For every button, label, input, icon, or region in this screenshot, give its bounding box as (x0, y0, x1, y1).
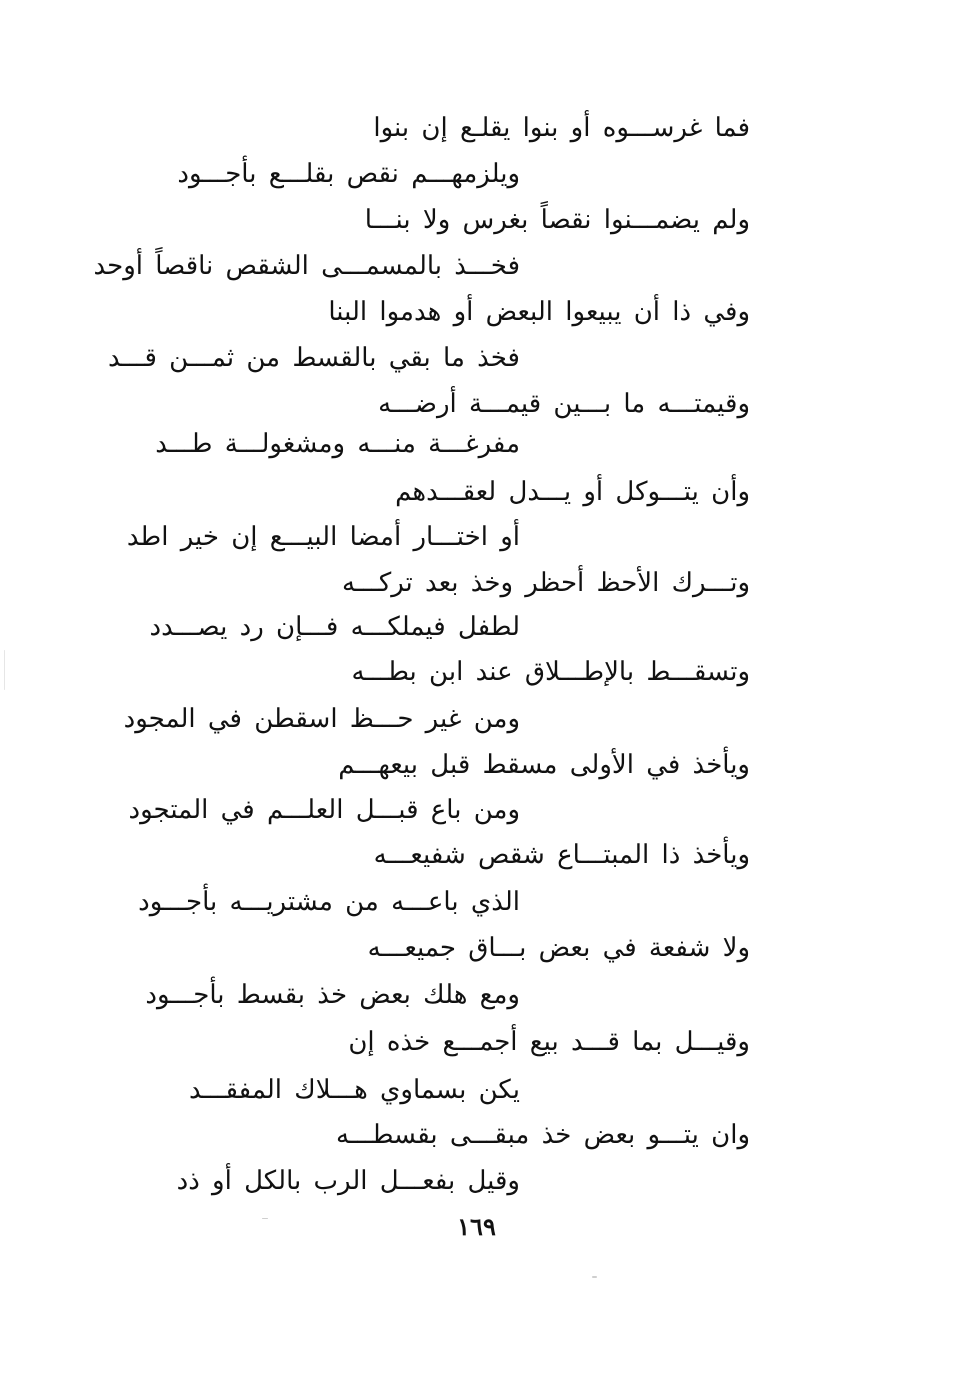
verse-line-15: ويأخذ في الأولى مسقط قبل بيعهـــم (338, 750, 750, 780)
verse-line-7: وقيمتـــه ما بـــين قيمـــة أرضـــه (378, 389, 750, 419)
verse-line-2: ويلزمهـــم نقص بقلـــع بأجـــود (177, 159, 520, 189)
page-number: ١٦٩ (457, 1212, 496, 1241)
verse-line-1: فما غرســـوه أو بنوا يقلـع إن بنوا (373, 113, 750, 143)
verse-line-20: ومع هلك بعض خذ بقسط بأجـــود (145, 980, 520, 1010)
verse-line-13: وتسقـــط بالإطـــلاق عند ابن بطـــه (351, 657, 750, 687)
verse-line-18: الذي باعـــه من مشتريـــه بأجـــود (138, 887, 520, 917)
verse-line-14: ومن غير حـــظ اسقطن في المجود (123, 704, 520, 734)
verse-line-4: فخـــذ بالمسمـــى الشقص ناقصاً أوحد (93, 251, 520, 281)
verse-line-9: وأن يتـــوكل أو يـــدل لعقـــدهم (395, 477, 750, 507)
verse-line-23: وان يتـــو بعض خذ مبقـــى بقسطـــه (335, 1120, 750, 1150)
scan-edge-mark (4, 650, 5, 690)
verse-line-16: ومن باع قبـــل العلـــم في المتجود (128, 795, 520, 825)
verse-line-12: لطفل فيملكـــه فـــإن رد يصـــدد (149, 612, 520, 642)
verse-line-8: مفرغـــة منـــه ومشغولـــة طـــد (155, 429, 520, 459)
verse-line-21: وقيـــل بما قـــد بيع أجمـــع خذه إن (348, 1027, 750, 1057)
verse-line-24: وقيل بفعـــل الرب بالكل أو ذد (176, 1166, 520, 1196)
verse-line-17: ويأخذ ذا المبتـــاع شقص شفيعـــه (373, 840, 750, 870)
verse-line-19: ولا شفعة في بعض بـــاق جميعـــه (367, 933, 750, 963)
scan-speck (262, 1218, 268, 1219)
verse-line-5: وفي ذا أن يبيعوا البعض أو هدموا البنا (328, 297, 750, 327)
verse-line-6: فخذ ما بقي بالقسط من ثمـــن قـــد (107, 343, 520, 373)
verse-line-11: وتـــرك الأحظ أحظر وخذ بعد تركـــه (342, 568, 750, 598)
scan-speck (592, 1276, 597, 1278)
verse-line-22: يكن بسماوي هـــلاك المفقـــد (189, 1075, 520, 1105)
verse-line-10: أو اختـــار أمضا البيـــع إن خير اطد (126, 522, 520, 552)
verse-line-3: ولم يضمـــنوا نقصاً بغرس ولا بنـــا (364, 205, 750, 235)
